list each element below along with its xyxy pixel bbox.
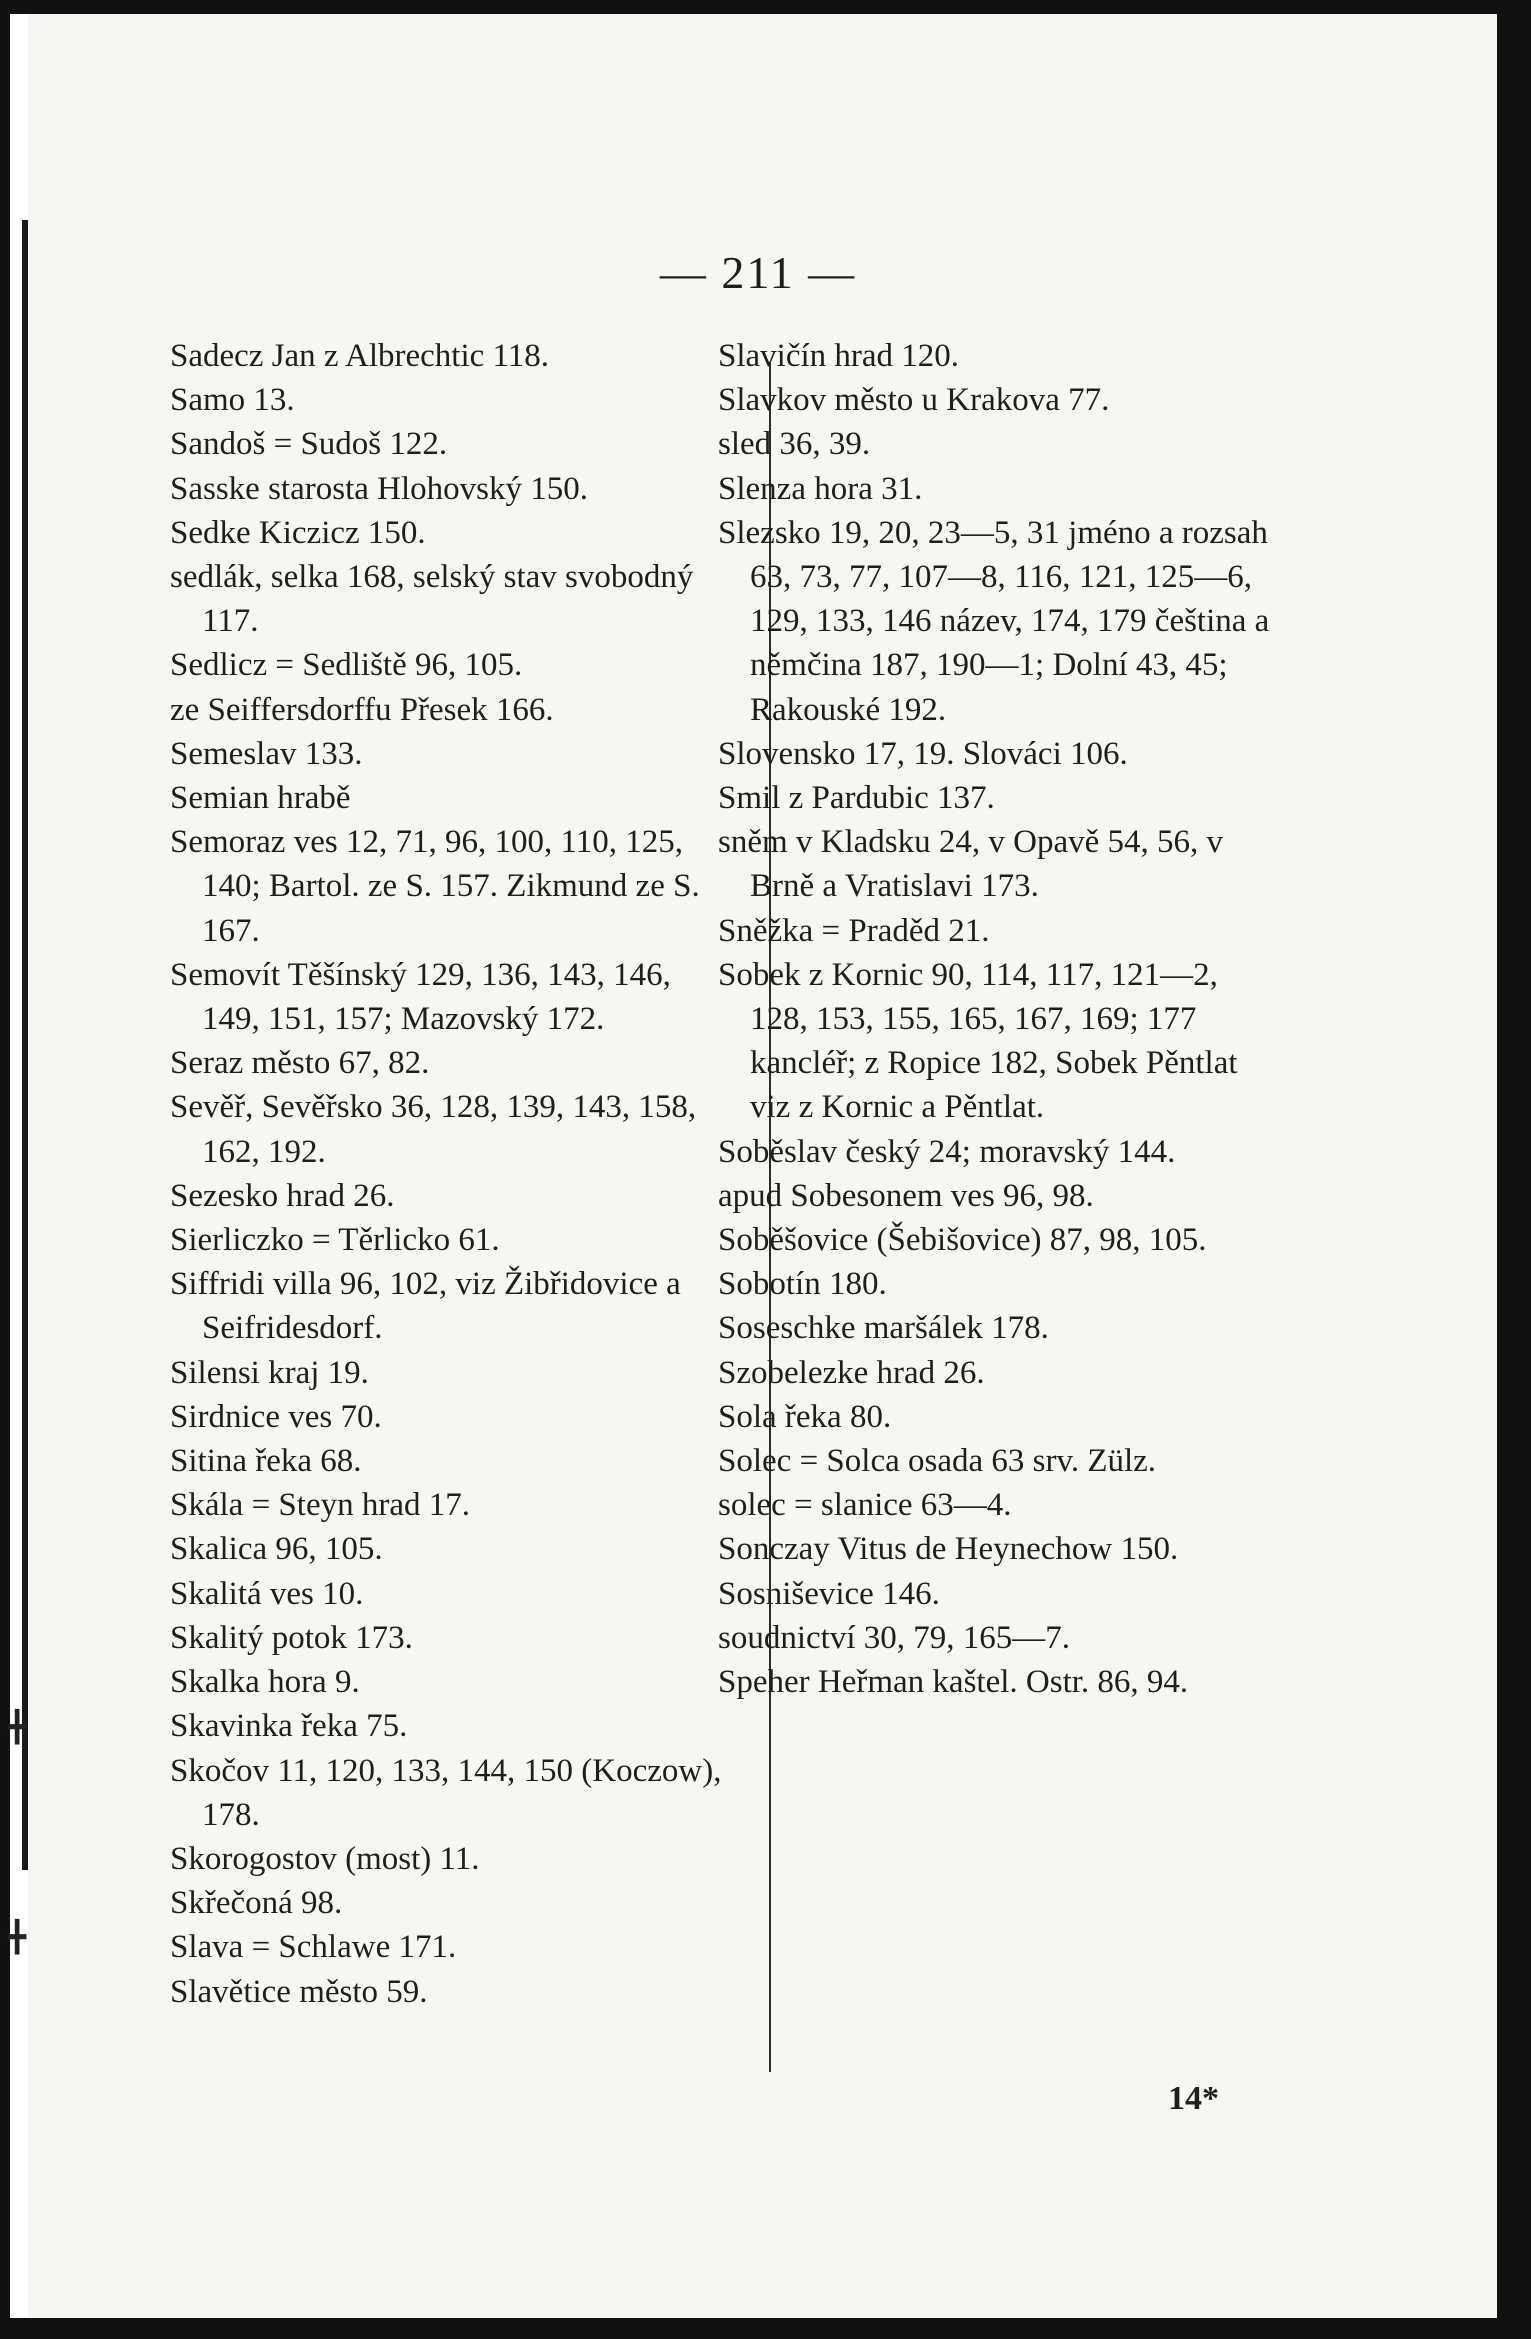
index-entry: Seraz město 67, 82.: [170, 1045, 430, 1082]
index-entry: Slovensko 17, 19. Slováci 106.: [718, 735, 1128, 772]
index-entry: apud Sobesonem ves 96, 98.: [718, 1177, 1094, 1214]
index-entry: Siffridi villa 96, 102, viz Žibřidovice a Seifridesdorf.: [170, 1266, 681, 1347]
index-entry: Sobotín 180.: [718, 1266, 887, 1303]
index-entry: Slavičín hrad 120.: [718, 338, 960, 374]
index-entry: Speher Heřman kaštel. Ostr. 86, 94.: [718, 1664, 1189, 1701]
index-entry: Skavinka řeka 75.: [170, 1708, 408, 1745]
index-entry: Soběslav český 24; moravský 144.: [718, 1133, 1176, 1170]
index-entry: Skála = Steyn hrad 17.: [170, 1487, 470, 1524]
index-entry: Slenza hora 31.: [718, 470, 923, 507]
index-entry: soudnictví 30, 79, 165—7.: [718, 1619, 1070, 1656]
index-entry: Skřečoná 98.: [170, 1885, 343, 1922]
index-entry: Sola řeka 80.: [718, 1398, 892, 1435]
index-entry: Soběšovice (Šebišovice) 87, 98, 105.: [718, 1222, 1207, 1259]
index-column-left: [170, 334, 730, 2014]
page-number: — 211 —: [659, 247, 857, 298]
index-entry: Sosniševice 146.: [718, 1575, 940, 1612]
index-entry: Sedke Kiczicz 150.: [170, 514, 426, 551]
index-entry: Sněžka = Praděd 21.: [718, 912, 990, 949]
index-entry: Sirdnice ves 70.: [170, 1398, 382, 1435]
index-entry: Smil z Pardubic 137.: [718, 780, 995, 817]
margin-mark-icon: ╋: [8, 1921, 27, 1954]
margin-mark-icon: ╋: [8, 1711, 27, 1744]
index-entry: sled 36, 39.: [718, 426, 871, 463]
index-entry: Slavětice město 59.: [170, 1973, 428, 2010]
index-entry: Semian hrabě: [170, 780, 351, 817]
index-entry: Sasske starosta Hlohovský 150.: [170, 470, 588, 507]
index-entry: Sitina řeka 68.: [170, 1443, 362, 1480]
index-entry: Sandoš = Sudoš 122.: [170, 426, 448, 463]
index-entry: Slavkov město u Krakova 77.: [718, 382, 1110, 419]
index-entry: Sadecz Jan z Albrechtic 118.: [170, 338, 550, 374]
index-entry: solec = slanice 63—4.: [718, 1487, 1012, 1524]
scan-border-left: [0, 0, 10, 2339]
index-entry: Sierliczko = Těrlicko 61.: [170, 1222, 500, 1259]
index-entry: sedlák, selka 168, selský stav svobodný 117.: [170, 559, 694, 640]
index-entry: Solec = Solca osada 63 srv. Zülz.: [718, 1443, 1157, 1480]
index-entry: ze Seiffersdorffu Přesek 166.: [170, 691, 554, 728]
index-entry: Skorogostov (most) 11.: [170, 1840, 480, 1877]
index-entry: Semovít Těšínský 129, 136, 143, 146, 149, 151, 157; Mazovský 172.: [170, 956, 671, 1038]
scan-border-top: [0, 0, 1531, 14]
scan-border-right: [1497, 0, 1531, 2339]
index-entry: Sobek z Kornic 90, 114, 117, 121—2, 128, 153, 155, 165, 167, 169; 177 kancléř; z Ropice 182, Sobek Pěntlat viz z Kornic a Pěntlat.: [718, 956, 1238, 1126]
index-entry: Slezsko 19, 20, 23—5, 31 jméno a rozsah 63, 73, 77, 107—8, 116, 121, 125—6, 129, 133, 146 název, 174, 179 čeština a němčina 187, 190—1; Dolní 43, 45; Rakouské 192.: [718, 514, 1270, 728]
index-entry: Samo 13.: [170, 382, 295, 419]
index-entry: Skalica 96, 105.: [170, 1531, 383, 1568]
sheet-signature: 14*: [1168, 2080, 1219, 2117]
index-entry: Sevěř, Sevěřsko 36, 128, 139, 143, 158, 162, 192.: [170, 1089, 697, 1170]
index-entry: Skalitý potok 173.: [170, 1619, 413, 1656]
index-entry: Semeslav 133.: [170, 735, 363, 772]
index-entry: Semoraz ves 12, 71, 96, 100, 110, 125, 140; Bartol. ze S. 157. Zikmund ze S. 167.: [170, 824, 700, 949]
index-entry: Szobelezke hrad 26.: [718, 1354, 985, 1391]
index-entry: Skočov 11, 120, 133, 144, 150 (Koczow), 178.: [170, 1752, 722, 1833]
spine-edge: [22, 220, 28, 1870]
index-entry: Slava = Schlawe 171.: [170, 1929, 457, 1966]
index-entry: Sedlicz = Sedliště 96, 105.: [170, 647, 523, 684]
index-entry: Skalka hora 9.: [170, 1664, 360, 1701]
scan-border-bottom: [0, 2318, 1531, 2339]
index-entry: Silensi kraj 19.: [170, 1354, 369, 1391]
index-entry: Sonczay Vitus de Heynechow 150.: [718, 1531, 1179, 1568]
index-entry: Sezesko hrad 26.: [170, 1177, 395, 1214]
index-entry: Skalitá ves 10.: [170, 1575, 364, 1612]
index-entry: Soseschke maršálek 178.: [718, 1310, 1049, 1347]
index-column-right: [718, 334, 1278, 1704]
index-entry: sněm v Kladsku 24, v Opavě 54, 56, v Brně a Vratislavi 173.: [718, 824, 1224, 905]
